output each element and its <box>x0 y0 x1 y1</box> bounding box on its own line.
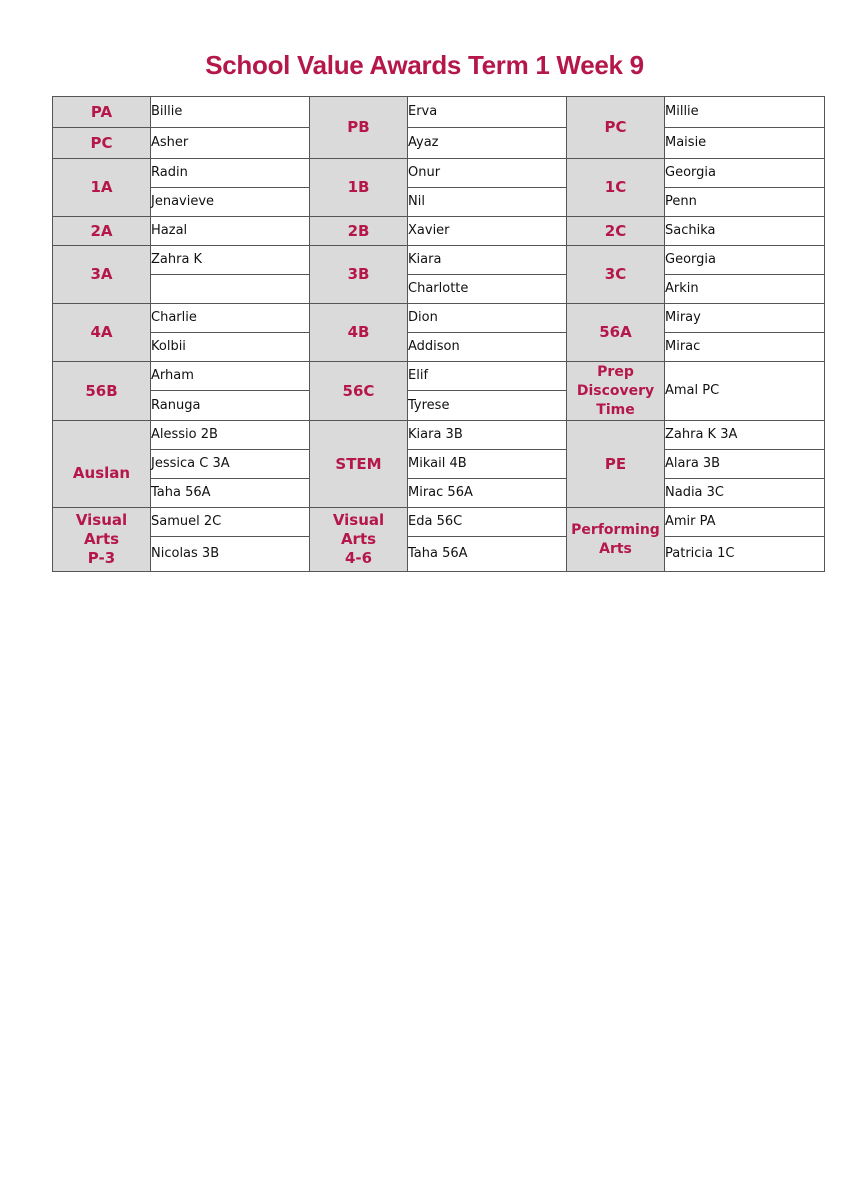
table-row <box>53 304 825 333</box>
class-label-pc: PC <box>53 128 151 159</box>
class-label-1b: 1B <box>310 159 408 217</box>
table-row <box>53 537 825 572</box>
class-label-pa: PA <box>53 97 151 128</box>
student-name: Mirac <box>665 333 825 362</box>
student-name: Mikail 4B <box>408 450 567 479</box>
class-label-auslan: Auslan <box>53 421 151 508</box>
student-name: Arkin <box>665 275 825 304</box>
label-line: Arts <box>599 540 632 557</box>
class-label-stem: STEM <box>310 421 408 508</box>
student-name: Patricia 1C <box>665 537 825 572</box>
student-name: Billie <box>151 97 310 128</box>
class-label-pc: PC <box>567 97 665 159</box>
table-row <box>53 246 825 275</box>
student-name: Kiara 3B <box>408 421 567 450</box>
student-name: Onur <box>408 159 567 188</box>
label-line: Visual <box>332 511 385 529</box>
label-line: Arts <box>83 530 120 548</box>
class-label-prep-discovery-time <box>567 362 665 421</box>
student-name: Millie <box>665 97 825 128</box>
student-name: Kiara <box>408 246 567 275</box>
student-name: Jessica C 3A <box>151 450 310 479</box>
class-label-56c: 56C <box>310 362 408 421</box>
student-name: Radin <box>151 159 310 188</box>
student-name: Elif <box>408 362 567 391</box>
label-line: Arts <box>340 530 377 548</box>
student-name: Erva <box>408 97 567 128</box>
label-line: Visual <box>75 511 128 529</box>
student-name: Charlotte <box>408 275 567 304</box>
student-name: Ayaz <box>408 128 567 159</box>
table-row <box>53 508 825 537</box>
student-name: Amir PA <box>665 508 825 537</box>
label-line: Performing <box>571 521 660 538</box>
student-name: Georgia <box>665 159 825 188</box>
label-line: 4-6 <box>344 549 373 567</box>
class-label-3a: 3A <box>53 246 151 304</box>
student-name: Nil <box>408 188 567 217</box>
table-row <box>53 217 825 246</box>
table-row <box>53 159 825 188</box>
label-line: Discovery <box>576 382 655 399</box>
label-line: Prep <box>597 363 634 380</box>
student-name: Miray <box>665 304 825 333</box>
student-name: Asher <box>151 128 310 159</box>
awards-table <box>52 96 825 572</box>
table-row <box>53 333 825 362</box>
class-label-performing-arts <box>567 508 665 572</box>
student-name <box>151 275 310 304</box>
class-label-56b: 56B <box>53 362 151 421</box>
student-name: Hazal <box>151 217 310 246</box>
label-line: P-3 <box>87 549 116 567</box>
student-name: Arham <box>151 362 310 391</box>
class-label-4a: 4A <box>53 304 151 362</box>
table-row <box>53 275 825 304</box>
class-label-4b: 4B <box>310 304 408 362</box>
class-label-1a: 1A <box>53 159 151 217</box>
student-name: Ranuga <box>151 391 310 421</box>
student-name: Jenavieve <box>151 188 310 217</box>
class-label-pb: PB <box>310 97 408 159</box>
student-name: Mirac 56A <box>408 479 567 508</box>
class-label-visual-arts-p3 <box>53 508 151 572</box>
student-name: Taha 56A <box>151 479 310 508</box>
student-name: Nadia 3C <box>665 479 825 508</box>
student-name: Addison <box>408 333 567 362</box>
student-name: Dion <box>408 304 567 333</box>
student-name: Zahra K <box>151 246 310 275</box>
class-label-2b: 2B <box>310 217 408 246</box>
class-label-2a: 2A <box>53 217 151 246</box>
student-name: Taha 56A <box>408 537 567 572</box>
class-label-1c: 1C <box>567 159 665 217</box>
class-label-3c: 3C <box>567 246 665 304</box>
class-label-2c: 2C <box>567 217 665 246</box>
student-name: Zahra K 3A <box>665 421 825 450</box>
class-label-pe: PE <box>567 421 665 508</box>
class-label-visual-arts-4-6 <box>310 508 408 572</box>
table-row <box>53 128 825 159</box>
class-label-3b: 3B <box>310 246 408 304</box>
class-label-56a: 56A <box>567 304 665 362</box>
student-name: Samuel 2C <box>151 508 310 537</box>
student-name: Tyrese <box>408 391 567 421</box>
table-row <box>53 188 825 217</box>
student-name: Amal PC <box>665 362 825 421</box>
student-name: Kolbii <box>151 333 310 362</box>
student-name: Xavier <box>408 217 567 246</box>
student-name: Penn <box>665 188 825 217</box>
label-line: Time <box>596 401 635 418</box>
table-row <box>53 479 825 508</box>
student-name: Maisie <box>665 128 825 159</box>
table-row <box>53 362 825 391</box>
page-title: School Value Awards Term 1 Week 9 <box>205 50 644 80</box>
table-row <box>53 97 825 128</box>
student-name: Eda 56C <box>408 508 567 537</box>
table-row <box>53 421 825 450</box>
table-row <box>53 450 825 479</box>
student-name: Alara 3B <box>665 450 825 479</box>
student-name: Georgia <box>665 246 825 275</box>
student-name: Charlie <box>151 304 310 333</box>
student-name: Alessio 2B <box>151 421 310 450</box>
student-name: Sachika <box>665 217 825 246</box>
student-name: Nicolas 3B <box>151 537 310 572</box>
